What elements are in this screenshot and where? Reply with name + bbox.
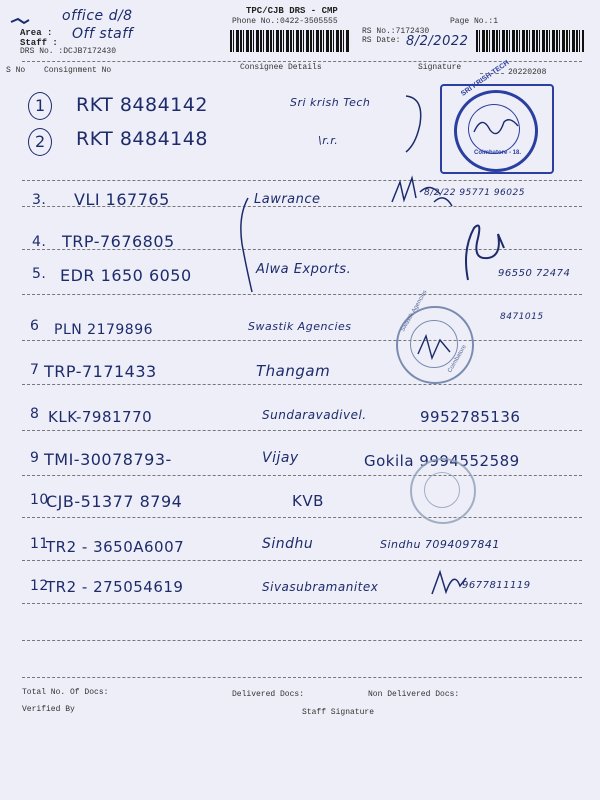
consignee-name: Swastik Agencies bbox=[248, 320, 352, 333]
area-scribble-icon bbox=[10, 12, 30, 20]
consignment-number: TR2 - 275054619 bbox=[46, 578, 184, 596]
consignee-name: Sivasubramanitex bbox=[262, 580, 379, 594]
row-divider bbox=[22, 517, 582, 518]
row-divider bbox=[22, 603, 582, 604]
row-divider bbox=[22, 430, 582, 431]
staff-signature-label: Staff Signature bbox=[302, 708, 375, 717]
consignment-number: PLN 2179896 bbox=[54, 322, 154, 338]
header bbox=[0, 0, 600, 80]
row-divider bbox=[22, 294, 582, 295]
consignee-name: \r.r. bbox=[318, 134, 339, 147]
row-number: 11 bbox=[30, 536, 49, 552]
area-label: Area : bbox=[20, 28, 53, 38]
table-row bbox=[0, 404, 600, 432]
row-divider bbox=[22, 677, 582, 678]
consignment-number: RKT 8484148 bbox=[76, 128, 208, 150]
bracket-icon bbox=[234, 196, 258, 301]
consignment-number: KLK-7981770 bbox=[48, 408, 153, 426]
header-divider bbox=[22, 61, 582, 62]
signature-note: 96550 72474 bbox=[498, 268, 571, 279]
consignee-name: Lawrance bbox=[254, 192, 321, 207]
consignment-number: RKT 8484142 bbox=[76, 94, 208, 116]
area-value: office d/8 bbox=[62, 8, 133, 24]
consignment-number: TMI-30078793- bbox=[44, 450, 172, 469]
staff-value: Off staff bbox=[72, 26, 134, 42]
consignment-number: TRP-7171433 bbox=[44, 362, 157, 381]
kvb-stamp-icon bbox=[410, 458, 476, 524]
row-divider bbox=[22, 180, 582, 181]
consignee-name: Vijay bbox=[262, 450, 299, 466]
consignment-number: TRP-7676805 bbox=[62, 232, 175, 251]
phone-number: Phone No.:0422-3505555 bbox=[232, 17, 338, 26]
row-number: 1 bbox=[35, 96, 46, 115]
consignee-name: Sindhu bbox=[262, 536, 314, 552]
consignee-name: Sri krish Tech bbox=[290, 96, 371, 109]
row-number: 3. bbox=[32, 192, 47, 208]
stamp-text: Coimbatore bbox=[447, 344, 468, 374]
consignment-number: CJB-51377 8794 bbox=[46, 492, 183, 511]
signature-note: Sindhu 7094097841 bbox=[380, 538, 500, 551]
drs-number: DRS No. :DCJB7172430 bbox=[20, 47, 117, 56]
swastik-agencies-stamp-icon bbox=[396, 289, 474, 384]
row-divider bbox=[22, 560, 582, 561]
consignee-name: Alwa Exports. bbox=[256, 262, 352, 277]
barcode-icon bbox=[230, 30, 350, 52]
consignment-number: EDR 1650 6050 bbox=[60, 266, 192, 285]
table-row bbox=[0, 188, 600, 216]
total-docs-label: Total No. Of Docs: bbox=[22, 688, 109, 697]
consignment-number: TR2 - 3650A6007 bbox=[46, 538, 185, 556]
rs-date-value: 8/2/2022 bbox=[406, 34, 469, 49]
signature-icon bbox=[390, 172, 470, 217]
column-signature: Signature bbox=[418, 63, 462, 72]
bracket-icon bbox=[404, 94, 428, 159]
verified-by-label: Verified By bbox=[22, 705, 75, 714]
column-consignment: Consignment No bbox=[44, 66, 112, 75]
stamp-text: Swastik Agencies bbox=[400, 289, 429, 333]
rs-number: RS No.:7172430 bbox=[362, 27, 430, 36]
row-divider bbox=[22, 640, 582, 641]
delivered-docs-label: Delivered Docs: bbox=[232, 690, 305, 699]
stamp-text: SRI KRISH-TECH bbox=[460, 59, 511, 98]
consignee-name: KVB bbox=[292, 492, 324, 510]
rs-date-label: RS Date: bbox=[362, 36, 401, 45]
row-number: 6 bbox=[30, 318, 40, 334]
signature-note: 9952785136 bbox=[420, 408, 521, 426]
table-row bbox=[0, 532, 600, 560]
row-divider bbox=[22, 340, 582, 341]
row-number: 8 bbox=[30, 406, 40, 422]
row-number: 5. bbox=[32, 266, 47, 282]
page-number: Page No.:1 bbox=[450, 17, 499, 26]
stamp-text: Coimbatore - 18. bbox=[474, 150, 522, 156]
signature-icon bbox=[430, 568, 470, 603]
signature-icon bbox=[448, 220, 518, 291]
row-divider bbox=[22, 475, 582, 476]
consignee-name: Sundaravadivel. bbox=[262, 408, 367, 422]
row-number: 12 bbox=[30, 578, 49, 594]
table-row bbox=[0, 576, 600, 604]
signature-note: 9677811119 bbox=[462, 580, 531, 591]
column-consignee: Consignee Details bbox=[240, 63, 322, 72]
row-divider bbox=[22, 206, 582, 207]
row-number: 10 bbox=[30, 492, 49, 508]
barcode-right-icon bbox=[476, 30, 584, 52]
table-row bbox=[0, 448, 600, 476]
staff-label: Staff : bbox=[20, 38, 58, 48]
document-title: TPC/CJB DRS - CMP bbox=[246, 6, 338, 16]
row-number: 2 bbox=[35, 132, 46, 151]
row-number: 4. bbox=[32, 234, 47, 250]
consignee-name: Thangam bbox=[256, 362, 331, 380]
non-delivered-docs-label: Non Delivered Docs: bbox=[368, 690, 460, 699]
column-date-code: 20220208 bbox=[508, 68, 547, 77]
column-sno: S No bbox=[6, 66, 26, 75]
table-row bbox=[0, 488, 600, 516]
row-number: 7 bbox=[30, 362, 40, 378]
consignment-number: VLI 167765 bbox=[74, 190, 170, 209]
row-divider bbox=[22, 384, 582, 385]
row-number: 9 bbox=[30, 450, 40, 466]
signature-note: 8471015 bbox=[500, 312, 544, 322]
signature-note: Gokila 9994552589 bbox=[364, 452, 520, 470]
signature-note: 8/2/22 95771 96025 bbox=[424, 188, 525, 198]
